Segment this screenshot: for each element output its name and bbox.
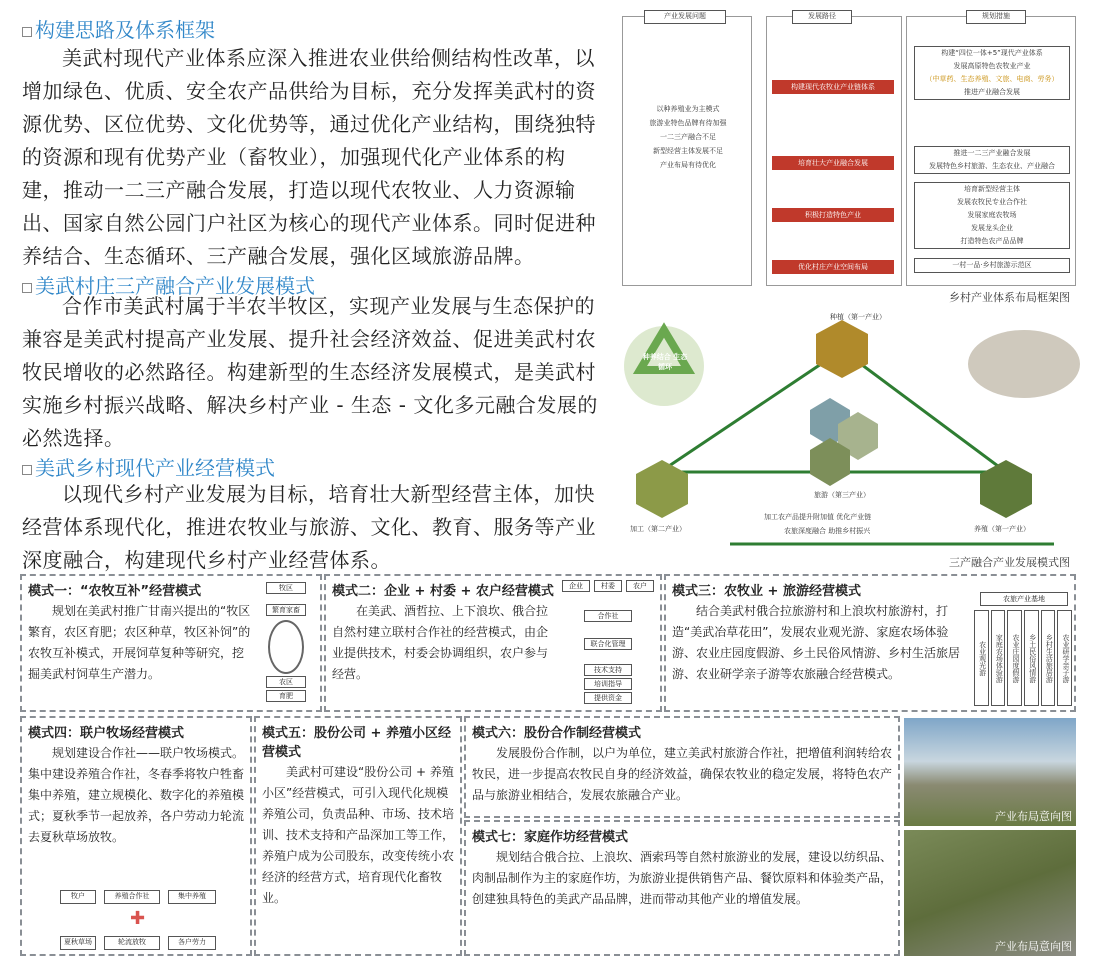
mode-4-diagram: 牧户 养殖合作社 集中养殖 ✚ 夏秋草场 轮流放牧 各户劳力 bbox=[60, 888, 220, 952]
plus-icon: ✚ bbox=[130, 908, 146, 929]
path-bar: 培育壮大产业融合发展 bbox=[772, 156, 894, 170]
node-center: 旅游（第三产业） bbox=[814, 491, 870, 499]
mode-4-title: 模式四：联户牧场经营模式 bbox=[28, 726, 185, 741]
mode-3-box bbox=[664, 574, 1076, 712]
layout-intent-photo-1: 产业布局意向图 bbox=[904, 718, 1076, 826]
tri-diagram-caption: 三产融合产业发展模式图 bbox=[949, 556, 1070, 569]
mode-5-title: 模式五：股份公司 + 养殖小区经营模式 bbox=[262, 726, 451, 760]
hexagon-plant-icon bbox=[816, 320, 868, 378]
measure-box: 构建“四位一体+5”现代产业体系 发展高原特色农牧业产业 （中草药、生态养殖、文旅、电商、劳务） 推进产业融合发展 bbox=[914, 46, 1070, 100]
col-header-measures: 规划措施 bbox=[966, 10, 1026, 24]
mode-5-box bbox=[254, 716, 462, 956]
mode-7-body: 规划结合俄合拉、上浪坎、酒索玛等自然村旅游业的发展，建设以纺织品、肉制品制作为主的家庭作坊，为旅游业提供销售产品、餐饮原料和体验类产品，创建独具特色的美武产品品牌，进而带动其他产业的增值发展。 bbox=[472, 850, 893, 906]
mode-7-title: 模式七：家庭作坊经营模式 bbox=[472, 830, 629, 845]
layout-intent-photo-2: 产业布局意向图 bbox=[904, 830, 1076, 956]
bottom-note: 加工农产品提升附加值 优化产业链 bbox=[764, 513, 872, 521]
framework-diagram bbox=[614, 6, 1080, 308]
bullet-square-icon bbox=[22, 465, 32, 475]
path-bar: 积极打造特色产业 bbox=[772, 208, 894, 222]
mode-1-title: 模式一：“农牧互补”经营模式 bbox=[28, 584, 202, 599]
col-header-problems: 产业发展问题 bbox=[644, 10, 726, 24]
mode-4-body: 规划建设合作社——联户牧场模式。集中建设养殖合作社，冬春季将牧户牲畜集中养殖，建立规模化、数字化的养殖模式；夏秋季节一起放养，各户劳动力轮流去夏秋草场放牧。 bbox=[28, 746, 245, 844]
col-header-paths: 发展路径 bbox=[792, 10, 852, 24]
bullet-square-icon bbox=[22, 27, 32, 37]
node-top: 种植（第一产业） bbox=[830, 313, 886, 321]
recycle-label: 种养结合 生态循环 bbox=[642, 353, 688, 371]
mode-6-body: 发展股份合作制，以户为单位，建立美武村旅游合作社，把增值利润转给农牧民，进一步提高农牧民自身的经济效益，确保农牧业的稳定发展，将特色农产品与旅游业相结合，发展农旅融合产业。 bbox=[472, 746, 893, 802]
mode-2-diagram: 企业 村委 农户 合作社 联合化管理 技术支持 培训指导 提供资金 bbox=[562, 580, 656, 708]
mode-6-box bbox=[464, 716, 900, 818]
hexagon-breed-icon bbox=[980, 460, 1032, 518]
framework-caption: 乡村产业体系布局框架图 bbox=[949, 291, 1070, 304]
mode-3-title: 模式三：农牧业 + 旅游经营模式 bbox=[672, 584, 861, 599]
mode-2-body: 在美武、酒哲拉、上下浪坎、俄合拉自然村建立联村合作社的经营模式，由企业提供技术，村委会协调组织，农户参与经营。 bbox=[332, 604, 549, 681]
section-title-framework: 构建思路及体系框架 bbox=[22, 14, 215, 43]
mode-3-diagram: 农旅产业基地 农业观光游 家庭农场体验游 农业庄园度假游 乡土民俗风情游 乡村生活旅居游 农业研学亲子游 bbox=[974, 592, 1072, 708]
section-title-operation: 美武乡村现代产业经营模式 bbox=[22, 452, 275, 481]
measure-box: 培育新型经营主体 发展农牧民专业合作社 发展家庭农牧场 发展龙头企业 打造特色农产品品牌 bbox=[914, 182, 1070, 249]
mode-1-box bbox=[20, 574, 322, 712]
mode-1-body: 规划在美武村推广甘南兴提出的“牧区繁育，农区育肥；农区种草，牧区补饲”的农牧互补模式，开展饲草复种等研究，挖掘美武村饲草生产潜力。 bbox=[28, 604, 251, 681]
mode-4-box bbox=[20, 716, 252, 956]
section-body-operation: 以现代乡村产业发展为目标，培育壮大新型经营主体，加快经营体系现代化，推进农牧业与旅游、文化、教育、服务等产业深度融合，构建现代乡村产业经营体系。 bbox=[22, 482, 596, 572]
paths-column bbox=[766, 16, 902, 286]
tri-industry-diagram bbox=[614, 312, 1080, 570]
bottom-note: 农旅深度融合 助推乡村振兴 bbox=[784, 527, 871, 535]
mode-3-columns: 农业观光游 家庭农场体验游 农业庄园度假游 乡土民俗风情游 乡村生活旅居游 农业研学亲子游 bbox=[974, 610, 1072, 706]
village-photo-ellipse bbox=[968, 330, 1080, 398]
path-bar: 优化村庄产业空间布局 bbox=[772, 260, 894, 274]
node-left: 加工（第二产业） bbox=[630, 525, 686, 533]
measure-box: 推进一二三产业融合发展 发展特色乡村旅游、生态农业、产业融合 bbox=[914, 146, 1070, 174]
mode-7-box bbox=[464, 820, 900, 956]
mode-2-box bbox=[324, 574, 662, 712]
mode-1-diagram: 牧区 繁育家畜 农区 育肥 bbox=[260, 582, 314, 702]
section-title-three-industry: 美武村庄三产融合产业发展模式 bbox=[22, 270, 315, 299]
hexagon-process-icon bbox=[636, 460, 688, 518]
section-body-framework: 美武村现代产业体系应深入推进农业供给侧结构性改革，以增加绿色、优质、安全农产品供给为目标，充分发挥美武村的资源优势、区位优势、文化优势等，通过优化产业结构，围绕独特的资源和现有优势产业（畜牧业），加强现代化产业体系的构建，推动一二三产融合发展，打造以现代农牧业、人力资源输出、国家自然公园门户社区为核心的现代产业体系。同时促进种养结合、生态循环、三产融合发展，强化区域旅游品牌。 bbox=[22, 46, 596, 268]
problems-list: 以种养殖业为主模式 旅游业特色品牌有待加强 一二三产融合不足 新型经营主体发展不足 产业布局有待优化 bbox=[649, 105, 727, 169]
mode-2-title: 模式二：企业 + 村委 + 农户经营模式 bbox=[332, 584, 554, 599]
section-body-three-industry: 合作市美武村属于半农半牧区，实现产业发展与生态保护的兼容是美武村提高产业发展、提升社会经济效益、促进美武村农牧民增收的必然路径。构建新型的生态经济发展模式，是美武村实施乡村振兴战略、解决乡村产业 - 生态 - 文化多元融合发展的必然选择。 bbox=[22, 294, 598, 450]
path-bar: 构建现代农牧业产业链体系 bbox=[772, 80, 894, 94]
mode-5-body: 美武村可建设“股份公司 + 养殖小区”经营模式，可引入现代化规模养殖公司，负责品种、市场、技术培训、技术支持和产品深加工等工作，养殖户成为公司股东，改变传统小农经济的经营方式，培育现代化畜牧业。 bbox=[262, 765, 455, 905]
mode-3-body: 结合美武村俄合拉旅游村和上浪坎村旅游村，打造“美武冶草花田”，发展农业观光游、家庭农场体验游、农业庄园度假游、乡土民俗风情游、乡村生活旅居游、农业研学亲子游等农旅融合经营模式。 bbox=[672, 604, 961, 681]
node-right: 养殖（第一产业） bbox=[974, 525, 1030, 533]
cycle-icon bbox=[268, 620, 304, 674]
measure-box: 一村一品·乡村旅游示范区 bbox=[914, 258, 1070, 273]
mode-6-title: 模式六：股份合作制经营模式 bbox=[472, 726, 642, 741]
